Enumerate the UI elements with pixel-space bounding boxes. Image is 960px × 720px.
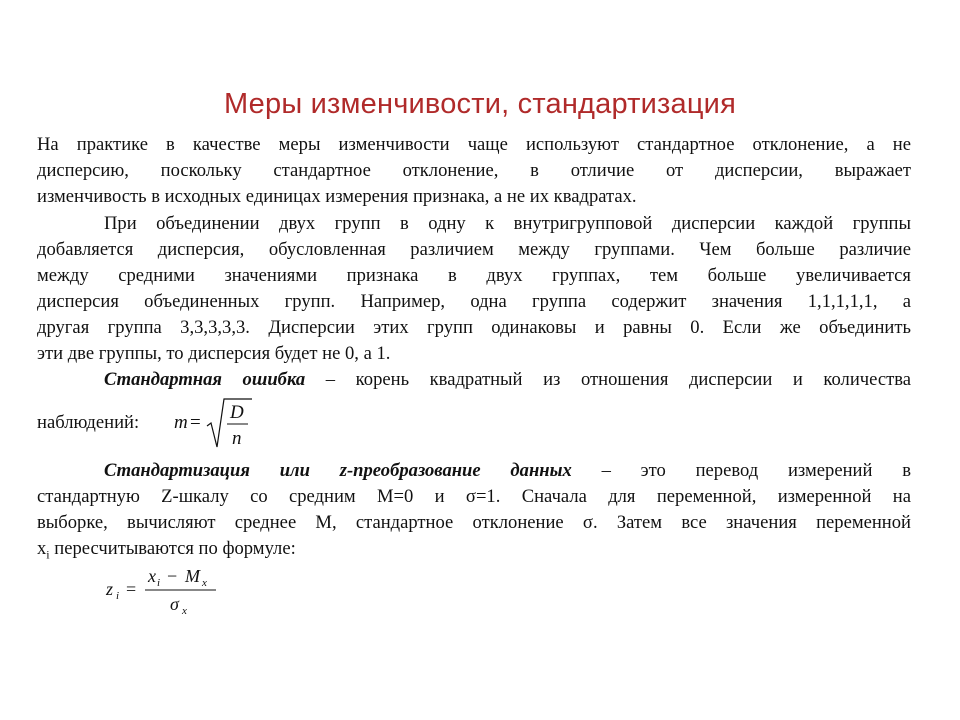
formula-minus: −	[167, 566, 178, 586]
formula-m: m	[174, 412, 188, 433]
paragraph-line	[37, 458, 911, 484]
slide-title: Меры изменчивости, стандартизация	[224, 88, 736, 120]
paragraph-line: изменчивость в исходных единицах измерения признака, а не их квадратах.	[37, 186, 637, 207]
formula-mx: M	[185, 566, 200, 586]
formula-xi: x	[148, 566, 156, 586]
paragraph-standardization	[37, 458, 911, 568]
text: – корень квадратный из отношения дисперсии и количества	[305, 369, 911, 390]
paragraph-line: выборке, вычисляют среднее М, стандартное отклонение σ. Затем все значения переменной	[37, 512, 911, 533]
paragraph-line: При объединении двух групп в одну к внутригрупповой дисперсии каждой группы	[104, 213, 911, 234]
paragraph-line: между средними значениями признака в двух группах, тем больше увеличивается	[37, 265, 911, 286]
paragraph-groups-variance	[37, 211, 911, 367]
paragraph-line: эти две группы, то дисперсия будет не 0, а 1.	[37, 343, 391, 364]
paragraph-standard-error	[37, 367, 911, 393]
formula-z: z	[106, 579, 114, 599]
formula-numerator-d: D	[230, 402, 244, 423]
paragraph-line: стандартную Z-шкалу со средним М=0 и σ=1. Сначала для переменной, измеренной на	[37, 486, 911, 507]
formula-sigma-subscript: x	[182, 605, 187, 617]
text: пересчитываются по формуле:	[49, 538, 296, 559]
text-x-subscript: i	[46, 547, 50, 562]
standard-error-formula	[174, 395, 254, 455]
paragraph-line: На практике в качестве меры изменчивости чаще используют стандартное отклонение, а не	[37, 134, 911, 155]
z-score-formula	[104, 561, 234, 623]
formula-denominator-n: n	[232, 428, 242, 449]
formula-mx-subscript: x	[202, 577, 207, 589]
formula-z-subscript: i	[116, 590, 120, 602]
observations-line: наблюдений:	[37, 412, 140, 433]
formula-equals: =	[126, 579, 137, 599]
formula-xi-subscript: i	[157, 577, 161, 589]
paragraph-line: добавляется дисперсия, обусловленная различием между группами. Чем больше различие	[37, 239, 911, 260]
text-x: x	[37, 538, 47, 559]
paragraph-line: другая группа 3,3,3,3,3. Дисперсии этих групп одинаковы и равны 0. Если же объединить	[37, 317, 911, 338]
paragraph-std-deviation	[37, 132, 911, 210]
term-standardization: Стандартизация или z-преобразование данных	[104, 460, 572, 481]
formula-sigma: σ	[170, 594, 179, 614]
paragraph-line: дисперсию, поскольку стандартное отклонение, в отличие от дисперсии, выражает	[37, 160, 911, 181]
text: – это перевод измерений в	[571, 460, 911, 481]
paragraph-line	[37, 367, 911, 393]
paragraph-line: дисперсия объединенных групп. Например, одна группа содержит значения 1,1,1,1,1, а	[37, 291, 911, 312]
formula-equals: =	[190, 412, 201, 433]
term-standard-error: Стандартная ошибка	[104, 369, 306, 390]
